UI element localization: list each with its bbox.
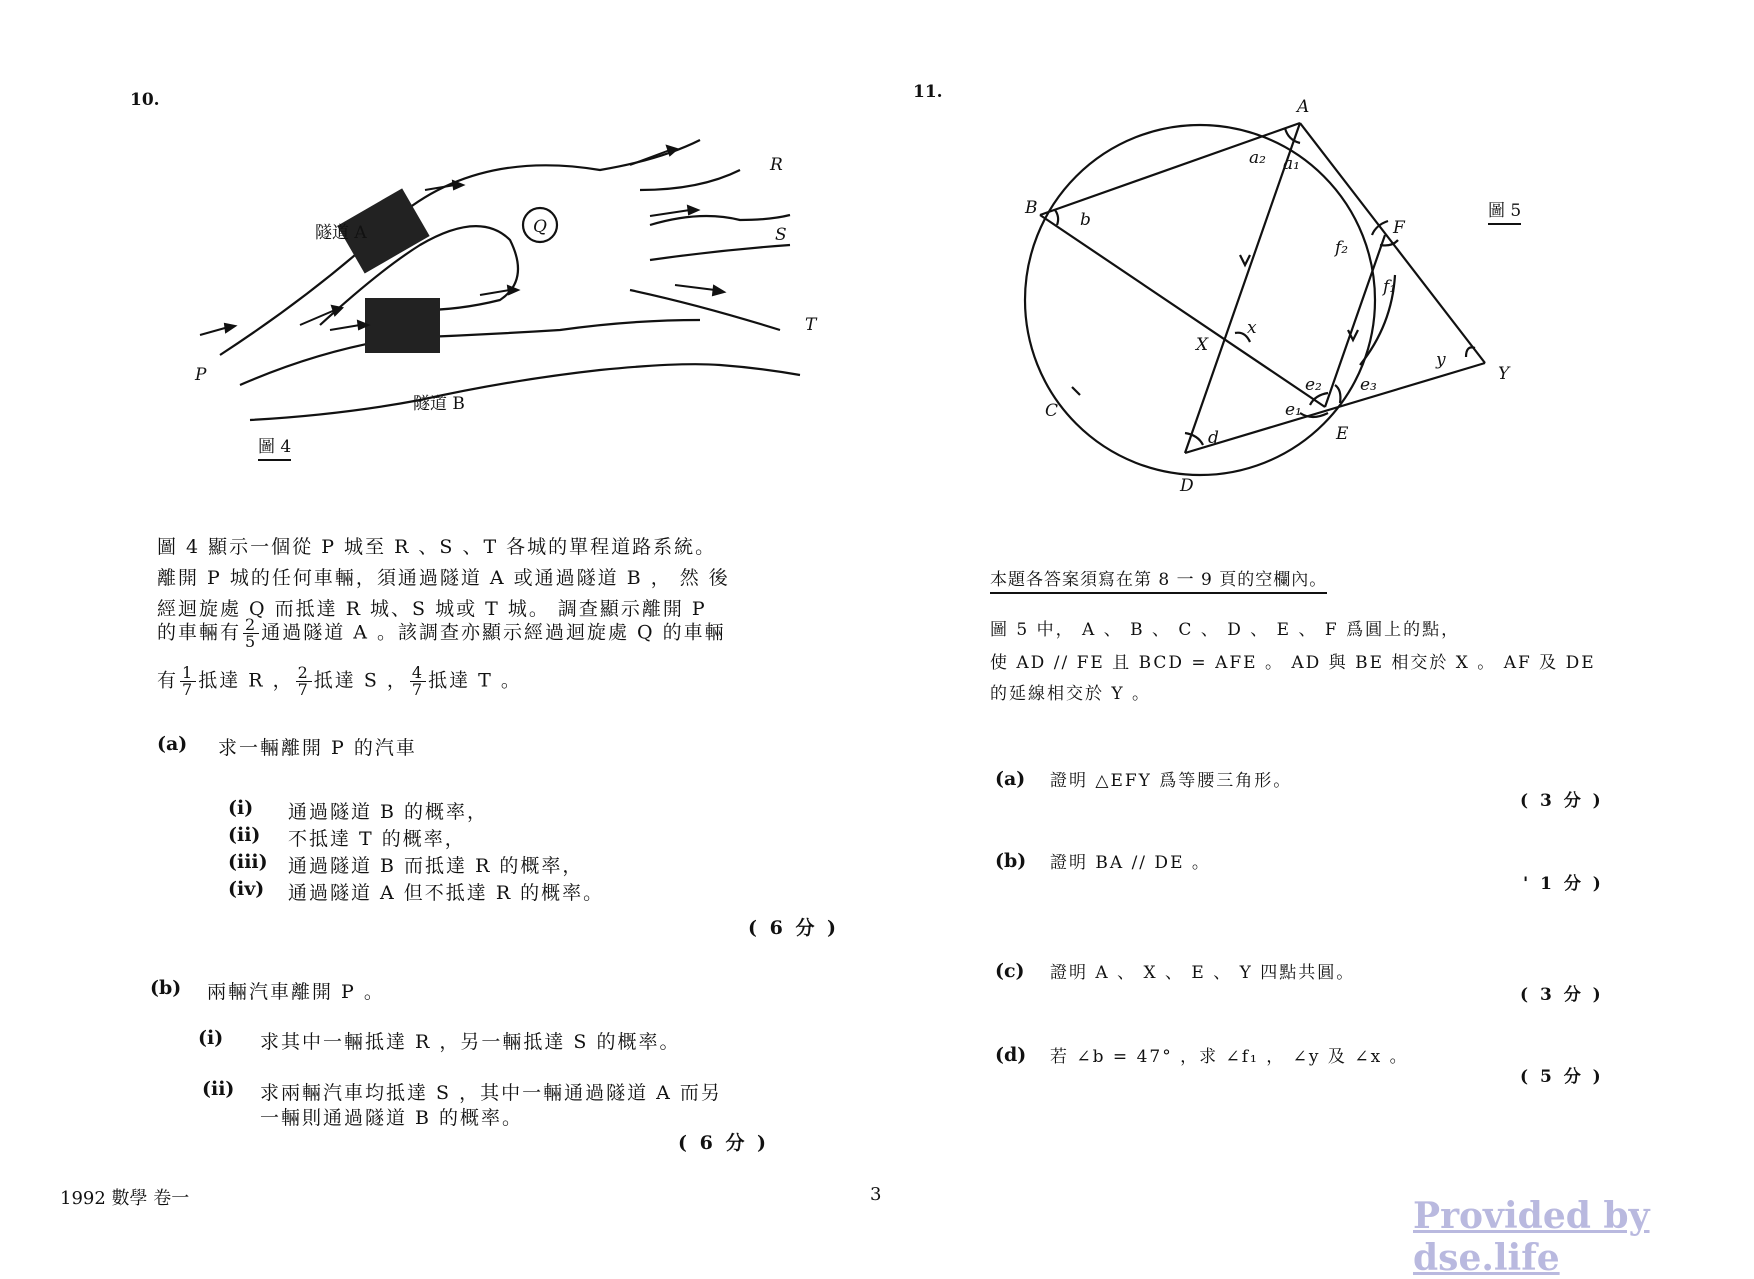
q11-part-c-text: 證明 A 、 X 、 E 、 Y 四點共圓。: [1050, 963, 1356, 983]
intro-line-5: 有 $\frac{1}{7}$ 抵達 R ， $\frac{2}{7}$ 抵達 S ， $\frac{4}{7}$ 抵達 T 。: [157, 663, 522, 699]
part-b-label: (b): [150, 977, 182, 999]
line-ab: [1040, 123, 1300, 215]
tunnel-a-label: 隧道 A: [315, 223, 367, 243]
q11-part-c-label: (c): [995, 960, 1025, 982]
road-system-diagram: [180, 130, 830, 460]
a-ii-label: (ii): [228, 824, 261, 846]
branch-s-bottom: [650, 245, 790, 260]
fraction-4-7: $\frac{4}{7}$: [411, 663, 425, 699]
label-p: P: [195, 365, 207, 385]
q11-body-line-1: 圖 5 中， A 、 B 、 C 、 D 、 E 、 F 爲圓上的點，: [990, 620, 1461, 640]
q11-body-line-2: 使 AD // FE 且 BCD = AFE 。 AD 與 BE 相交於 X 。 AF 及 DE: [990, 653, 1596, 673]
b-ii-text: 求兩輛汽車均抵達 S ，其中一輛通過隧道 A 而另: [260, 1082, 722, 1104]
point-x-label: X: [1196, 335, 1209, 355]
part-b-marks: ( 6 分 ): [678, 1132, 770, 1154]
angle-y-label: y: [1436, 350, 1446, 370]
line-be: [1040, 215, 1325, 407]
point-b-label: B: [1025, 198, 1038, 218]
label-r: R: [770, 155, 783, 175]
angle-d-label: d: [1208, 428, 1219, 448]
angle-e1-label: e₁: [1285, 400, 1302, 420]
angle-f1-label: f₁: [1383, 277, 1397, 297]
intro-line-4-pre: 的車輛有: [157, 621, 242, 644]
angle-a2-label: a₂: [1249, 148, 1266, 168]
b-i-text: 求其中一輛抵達 R ，另一輛抵達 S 的概率。: [260, 1031, 681, 1053]
b-ii-label: (ii): [202, 1078, 235, 1100]
angle-f2-label: f₂: [1335, 238, 1349, 258]
q11-part-d-label: (d): [995, 1044, 1027, 1066]
angle-x-label: x: [1247, 318, 1257, 338]
intro-line-3: 經迴旋處 Q 而抵達 R 城、S 城或 T 城。 調查顯示離開 P: [157, 598, 707, 620]
paper-title-footer: 1992 數學 卷一: [60, 1188, 190, 1209]
fraction-1-7: $\frac{1}{7}$: [182, 663, 195, 699]
road-edge-bottom: [250, 364, 800, 420]
fraction-2-7: $\frac{2}{7}$: [297, 663, 310, 699]
question-number-11: 11.: [913, 82, 943, 102]
part-a-label: (a): [157, 733, 188, 755]
q11-body-line-3: 的延線相交於 Y 。: [990, 684, 1152, 704]
branch-s-top: [650, 215, 790, 225]
source-watermark: Provided by dse.life: [1413, 1195, 1650, 1279]
label-t: T: [805, 315, 817, 335]
point-y-label: Y: [1498, 364, 1510, 384]
part-a-text: 求一輛離開 P 的汽車: [218, 737, 417, 759]
q11-part-b-label: (b): [995, 850, 1027, 872]
q11-part-b-marks: ' 1 分 ): [1523, 874, 1604, 894]
part-a-marks: ( 6 分 ): [748, 917, 840, 939]
point-f-label: F: [1393, 218, 1405, 238]
part-b-text: 兩輛汽車離開 P 。: [207, 981, 385, 1003]
q11-part-c-marks: ( 3 分 ): [1520, 985, 1604, 1005]
point-a-label: A: [1297, 97, 1310, 117]
label-q: Q: [533, 217, 547, 237]
a-i-label: (i): [228, 797, 254, 819]
angle-a1-label: a₁: [1283, 154, 1300, 174]
branch-r: [640, 170, 740, 190]
intro-line-2: 離開 P 城的任何車輛，須通過隧道 A 或通過隧道 B ， 然 後: [157, 567, 730, 589]
q11-part-d-text: 若 ∠b = 47° ，求 ∠f₁ ， ∠y 及 ∠x 。: [1050, 1047, 1409, 1067]
b-i-label: (i): [198, 1027, 224, 1049]
figure-4-caption: 圖 4: [258, 432, 291, 461]
angle-e2-label: e₂: [1305, 375, 1322, 395]
tunnel-b-label: 隧道 B: [413, 394, 465, 414]
fraction-2-5: $\frac{2}{5}$: [245, 615, 258, 651]
intro-line-4: [157, 617, 726, 650]
b-ii-text-line2: 一輛則通過隧道 B 的概率。: [260, 1107, 524, 1129]
a-ii-text: 不抵達 T 的概率，: [288, 828, 466, 850]
q11-part-a-marks: ( 3 分 ): [1520, 791, 1604, 811]
a-iii-label: (iii): [228, 851, 268, 873]
intro-line-4-post: 通過隧道 A 。該調查亦顯示經過迴旋處 Q 的車輛: [261, 621, 726, 644]
branch-t-top: [630, 290, 780, 330]
label-s: S: [775, 225, 787, 245]
tunnel-b-block: [365, 298, 440, 353]
circle: [1025, 125, 1375, 475]
q11-part-a-text: 證明 △EFY 爲等腰三角形。: [1050, 771, 1293, 791]
a-i-text: 通過隧道 B 的概率，: [288, 801, 489, 823]
answer-instruction: 本題各答案須寫在第 8 一 9 頁的空欄內。: [990, 565, 1327, 594]
point-d-label: D: [1180, 476, 1194, 496]
point-c-label: C: [1045, 401, 1059, 421]
a-iii-text: 通過隧道 B 而抵達 R 的概率，: [288, 855, 584, 877]
q11-part-b-text: 證明 BA // DE 。: [1050, 853, 1211, 873]
angle-e3-label: e₃: [1360, 375, 1377, 395]
figure-5-caption: 圖 5: [1488, 196, 1521, 225]
intro-line-1: 圖 4 顯示一個從 P 城至 R 、S 、T 各城的單程道路系統。: [157, 536, 717, 558]
q11-part-a-label: (a): [995, 768, 1026, 790]
q11-part-d-marks: ( 5 分 ): [1520, 1067, 1604, 1087]
a-iv-label: (iv): [228, 878, 265, 900]
point-e-label: E: [1336, 424, 1349, 444]
a-iv-text: 通過隧道 A 但不抵達 R 的概率。: [288, 882, 605, 904]
question-number-10: 10.: [130, 90, 160, 110]
road-edge-middle: [240, 320, 700, 385]
angle-b-label: b: [1080, 210, 1091, 230]
page-number: 3: [870, 1184, 882, 1205]
